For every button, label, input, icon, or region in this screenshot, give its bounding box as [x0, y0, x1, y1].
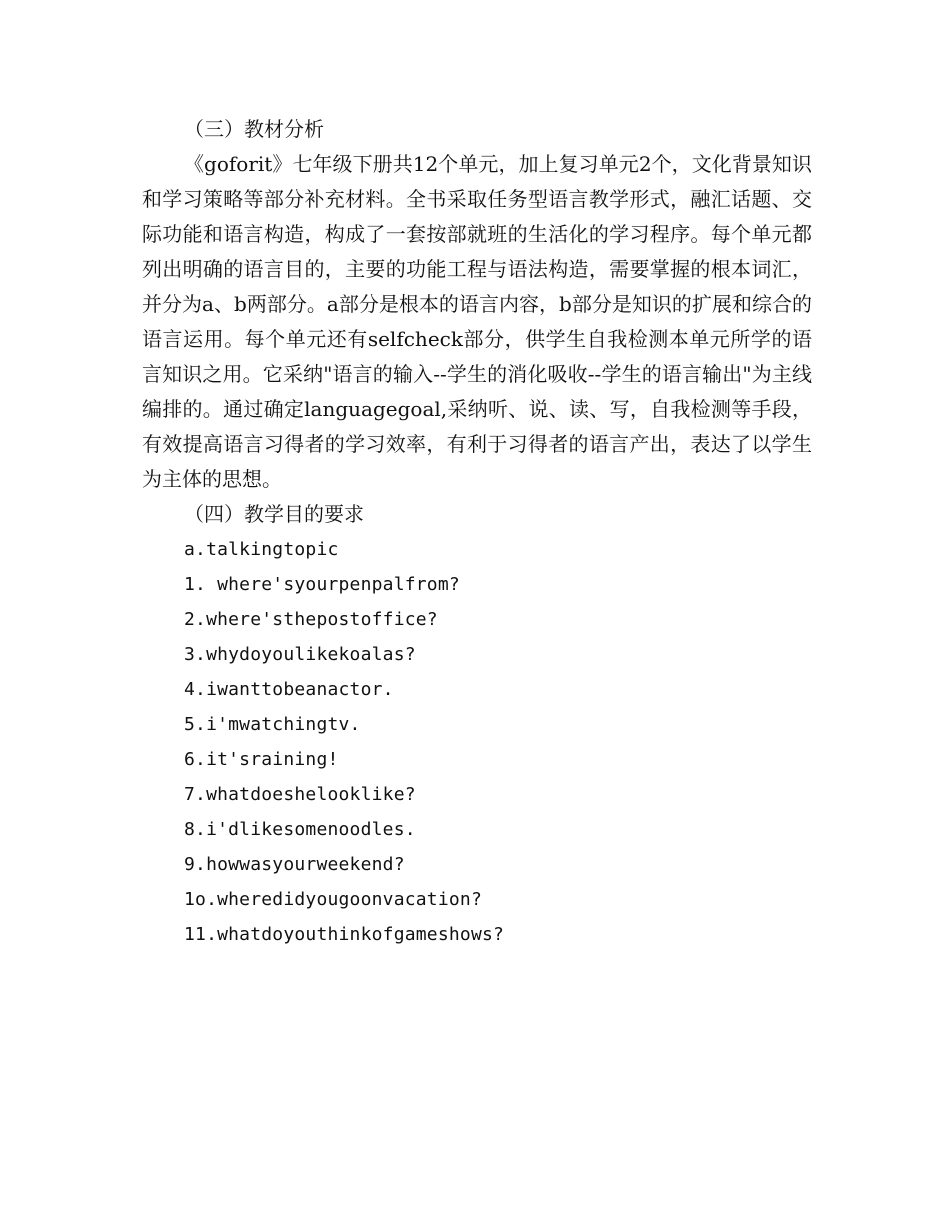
topic-item: 3.whydoyoulikekoalas? — [184, 644, 416, 665]
topic-list — [142, 567, 812, 952]
topic-item: 2.where'sthepostoffice? — [184, 609, 438, 630]
topic-item: 6.it'sraining! — [184, 749, 339, 770]
topic-item: 11.whatdoyouthinkofgameshows? — [184, 924, 505, 945]
section-heading-materials-analysis: （三）教材分析 — [184, 117, 324, 141]
topic-item: 5.i'mwatchingtv. — [184, 714, 361, 735]
topic-item: 8.i'dlikesomenoodles. — [184, 819, 416, 840]
topic-item: 7.whatdoeshelooklike? — [184, 784, 416, 805]
section-heading-teaching-goals: （四）教学目的要求 — [184, 502, 364, 526]
topic-item: 1o.wheredidyougoonvacation? — [184, 889, 482, 910]
topic-item: 4.iwanttobeanactor. — [184, 679, 394, 700]
topic-item: 9.howwasyourweekend? — [184, 854, 405, 875]
talking-topic-label: a.talkingtopic — [184, 539, 339, 560]
document-content — [142, 112, 812, 952]
materials-analysis-paragraph: 《goforit》七年级下册共12个单元，加上复习单元2个，文化背景知识和学习策略等部分补充材料。全书采取任务型语言教学形式，融汇话题、交际功能和语言构造，构成了一套按部就班的生活化的学习程序。每个单元都列出明确的语言目的，主要的功能工程与语法构造，需要掌握的根本词汇，并分为a、b两部分。a部分是根本的语言内容，b部分是知识的扩展和综合的语言运用。每个单元还有selfcheck部分，供学生自我检测本单元所学的语言知识之用。它采纳"语言的输入--学生的消化吸收--学生的语言输出"为主线编排的。通过确定languagegoal,采纳听、说、读、写，自我检测等手段，有效提高语言习得者的学习效率，有利于习得者的语言产出，表达了以学生为主体的思想。 — [142, 152, 812, 491]
topic-item: 1. where'syourpenpalfrom? — [184, 574, 460, 595]
